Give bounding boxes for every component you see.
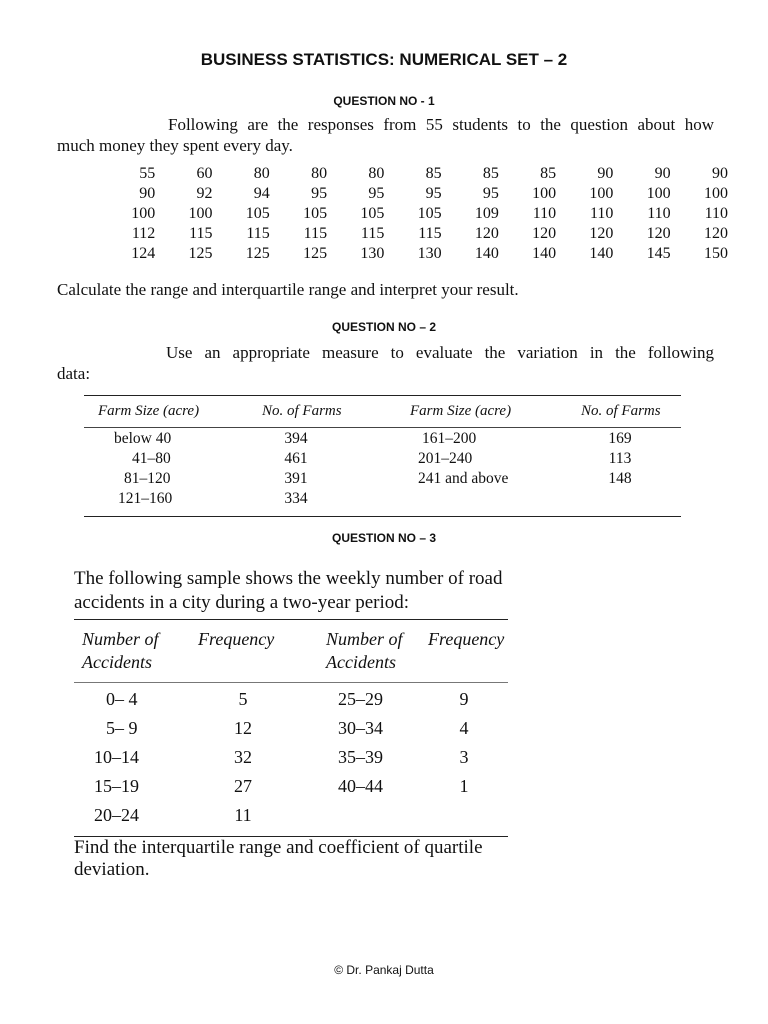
data-cell: 85 <box>482 165 499 182</box>
table-row <box>74 776 508 805</box>
data-cell: 105 <box>303 205 328 222</box>
table-row <box>84 470 681 490</box>
data-cell: 105 <box>417 205 442 222</box>
accidents-range-cell: 40–44 <box>338 776 383 796</box>
farm-count-cell: 391 <box>284 470 308 487</box>
farm-size-cell: 161–200 <box>422 430 477 447</box>
data-cell: 110 <box>532 205 557 222</box>
data-cell: 60 <box>196 165 213 182</box>
question-2-heading: QUESTION NO – 2 <box>331 320 437 334</box>
data-cell: 115 <box>303 225 328 242</box>
farm-table-body <box>84 428 681 516</box>
data-row <box>98 184 728 204</box>
question-3-intro-line-1: The following sample shows the weekly number of road <box>74 568 503 589</box>
table-row <box>74 747 508 776</box>
data-cell: 94 <box>253 185 270 202</box>
data-cell: 120 <box>532 225 557 242</box>
data-cell: 90 <box>597 165 614 182</box>
header-number-of-accidents-1-line-1: Number of <box>82 629 159 649</box>
data-cell: 100 <box>646 185 671 202</box>
question-1-intro-line-1: Following are the responses from 55 students to the question about how <box>168 115 714 134</box>
question-2-intro-line-2: data: <box>57 364 91 383</box>
header-farm-size-1: Farm Size (acre) <box>98 403 200 419</box>
farm-size-cell: 81–120 <box>124 470 171 487</box>
frequency-cell: 27 <box>234 776 252 796</box>
question-3-heading: QUESTION NO – 3 <box>331 531 437 545</box>
farm-size-cell: 201–240 <box>418 450 473 467</box>
data-cell: 100 <box>532 185 557 202</box>
question-1-instruction: Calculate the range and interquartile range and interpret your result. <box>57 280 519 299</box>
data-cell: 140 <box>474 245 499 262</box>
accidents-table-header <box>74 620 508 683</box>
data-cell: 120 <box>589 225 614 242</box>
data-cell: 100 <box>188 205 213 222</box>
farm-table-header <box>84 396 681 428</box>
farm-size-cell: below 40 <box>114 430 172 447</box>
header-number-of-accidents-2-line-2: Accidents <box>326 652 396 672</box>
data-cell: 145 <box>646 245 671 262</box>
data-cell: 115 <box>360 225 385 242</box>
farm-count-cell: 334 <box>284 490 308 507</box>
data-cell: 124 <box>131 245 156 262</box>
data-cell: 95 <box>368 185 385 202</box>
accidents-range-cell: 25–29 <box>338 689 383 709</box>
data-cell: 120 <box>646 225 671 242</box>
data-cell: 55 <box>139 165 156 182</box>
question-1-data-grid <box>98 164 728 264</box>
accidents-range-cell: 35–39 <box>338 747 383 767</box>
data-cell: 80 <box>311 165 328 182</box>
data-cell: 125 <box>188 245 213 262</box>
frequency-cell: 9 <box>459 689 469 709</box>
data-row <box>98 224 728 244</box>
table-row <box>84 430 681 450</box>
farm-count-cell: 169 <box>608 430 632 447</box>
data-cell: 110 <box>589 205 614 222</box>
farm-size-table <box>84 395 681 517</box>
frequency-cell: 3 <box>459 747 469 767</box>
farm-count-cell: 148 <box>608 470 632 487</box>
data-row <box>98 164 728 184</box>
accidents-range-cell: 20–24 <box>94 805 139 825</box>
data-cell: 85 <box>540 165 557 182</box>
data-cell: 92 <box>196 185 213 202</box>
accidents-frequency-table <box>74 619 508 837</box>
table-row <box>74 718 508 747</box>
header-frequency-2: Frequency <box>428 629 505 649</box>
table-row <box>74 689 508 718</box>
data-cell: 125 <box>303 245 328 262</box>
data-cell: 90 <box>654 165 671 182</box>
accidents-table-body <box>74 683 508 836</box>
data-cell: 115 <box>418 225 442 242</box>
data-cell: 105 <box>360 205 385 222</box>
table-row <box>84 450 681 470</box>
header-no-of-farms-1: No. of Farms <box>262 403 342 419</box>
question-1-intro-line-2: much money they spent every day. <box>57 136 293 155</box>
farm-count-cell: 113 <box>608 450 632 467</box>
data-row <box>98 204 728 224</box>
farm-count-cell: 461 <box>284 450 308 467</box>
header-number-of-accidents-1-line-2: Accidents <box>82 652 152 672</box>
data-cell: 130 <box>360 245 385 262</box>
data-cell: 105 <box>245 205 270 222</box>
data-cell: 80 <box>368 165 385 182</box>
data-cell: 115 <box>246 225 270 242</box>
farm-size-cell: 241 and above <box>418 470 509 487</box>
data-cell: 100 <box>589 185 614 202</box>
frequency-cell: 1 <box>459 776 469 796</box>
header-farm-size-2: Farm Size (acre) <box>410 403 512 419</box>
data-cell: 120 <box>474 225 499 242</box>
farm-size-cell: 41–80 <box>132 450 171 467</box>
document-title: BUSINESS STATISTICS: NUMERICAL SET – 2 <box>200 50 568 69</box>
accidents-range-cell: 15–19 <box>94 776 139 796</box>
data-cell: 80 <box>253 165 270 182</box>
header-number-of-accidents-2-line-1: Number of <box>326 629 403 649</box>
data-cell: 85 <box>425 165 442 182</box>
data-cell: 115 <box>189 225 213 242</box>
question-2-intro-line-1: Use an appropriate measure to evaluate the variation in the following <box>166 343 714 362</box>
data-cell: 90 <box>139 185 156 202</box>
table-row <box>74 805 508 834</box>
question-3-intro-line-2: accidents in a city during a two-year period: <box>74 592 410 613</box>
question-3-instruction-line-2: deviation. <box>74 859 150 880</box>
question-1-heading: QUESTION NO - 1 <box>333 94 435 108</box>
data-cell: 90 <box>712 165 728 182</box>
data-cell: 110 <box>704 205 728 222</box>
data-cell: 100 <box>704 185 728 202</box>
accidents-range-cell: 5– 9 <box>106 718 138 738</box>
header-no-of-farms-2: No. of Farms <box>581 403 661 419</box>
accidents-range-cell: 10–14 <box>94 747 139 767</box>
data-cell: 140 <box>589 245 614 262</box>
frequency-cell: 12 <box>234 718 252 738</box>
header-frequency-1: Frequency <box>198 629 275 649</box>
data-cell: 110 <box>647 205 671 222</box>
frequency-cell: 32 <box>234 747 252 767</box>
farm-count-cell: 394 <box>284 430 308 447</box>
data-cell: 120 <box>704 225 728 242</box>
data-row <box>98 244 728 264</box>
data-cell: 140 <box>532 245 557 262</box>
data-cell: 125 <box>245 245 270 262</box>
frequency-cell: 5 <box>238 689 248 709</box>
data-cell: 100 <box>131 205 156 222</box>
frequency-cell: 11 <box>234 805 252 825</box>
frequency-cell: 4 <box>459 718 469 738</box>
data-cell: 112 <box>131 225 156 242</box>
accidents-range-cell: 0– 4 <box>106 689 138 709</box>
question-3-instruction-line-1: Find the interquartile range and coefficient of quartile <box>74 837 483 858</box>
farm-size-cell: 121–160 <box>118 490 173 507</box>
accidents-range-cell: 30–34 <box>338 718 383 738</box>
data-cell: 95 <box>311 185 328 202</box>
data-cell: 150 <box>704 245 728 262</box>
table-row <box>84 490 681 510</box>
data-cell: 130 <box>417 245 442 262</box>
data-cell: 109 <box>474 205 499 222</box>
footer-copyright: © Dr. Pankaj Dutta <box>334 963 434 977</box>
data-cell: 95 <box>425 185 442 202</box>
data-cell: 95 <box>482 185 499 202</box>
